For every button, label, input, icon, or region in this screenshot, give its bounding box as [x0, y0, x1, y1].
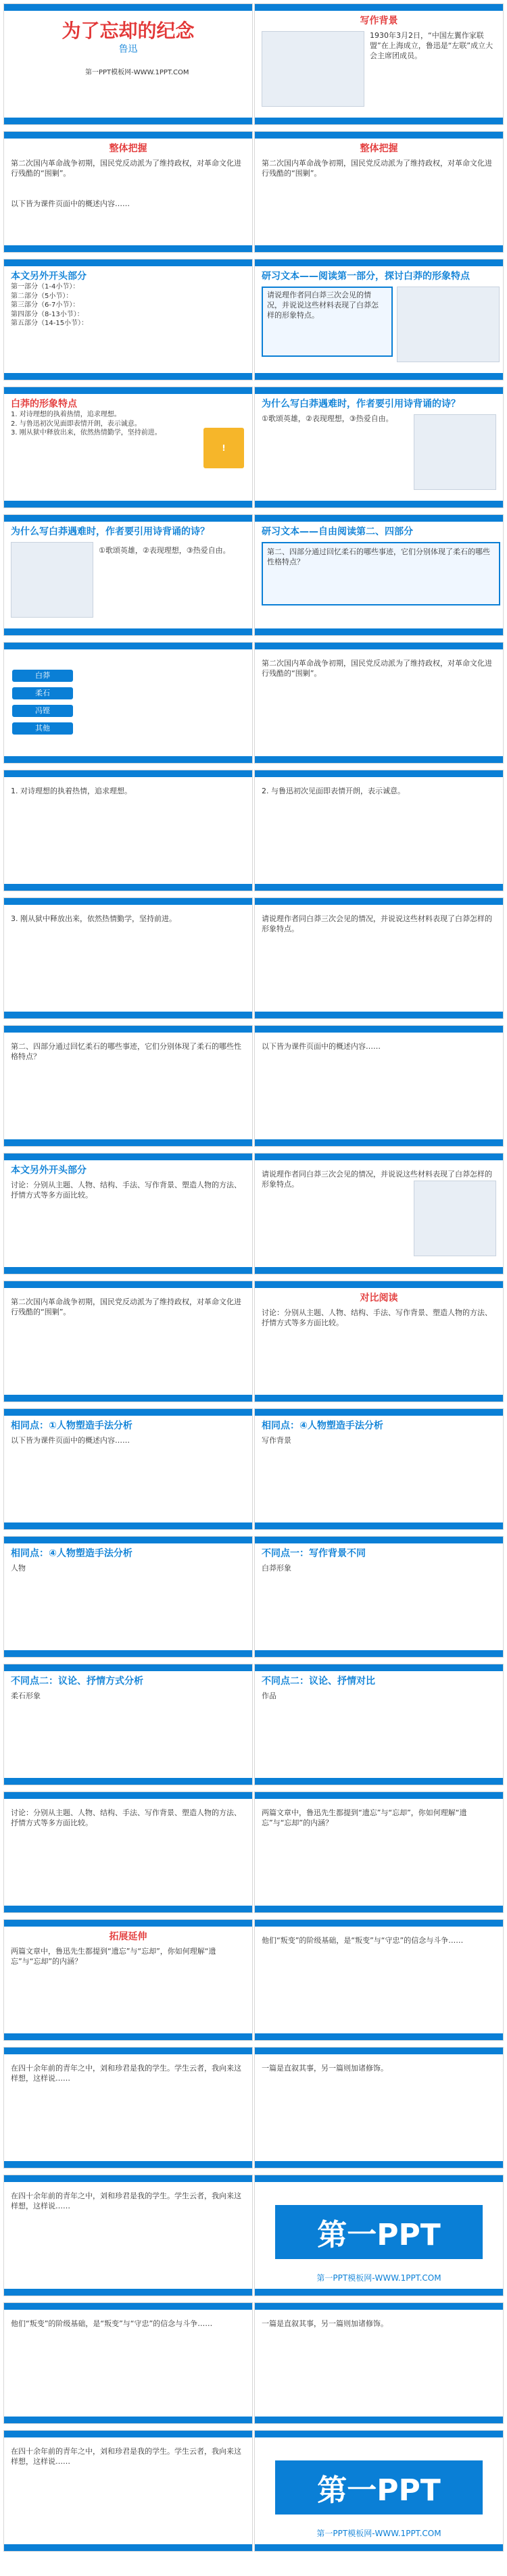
note-text: ①歌颂英雄，②表现理想，③热爱自由。	[99, 546, 231, 555]
top-bar	[4, 132, 252, 139]
brand-logo: 第一PPT	[275, 2460, 483, 2515]
top-bar	[4, 2048, 252, 2054]
section-heading: 相同点：①人物塑造手法分析	[11, 1420, 132, 1431]
top-bar	[255, 1026, 503, 1033]
brand-logo: 第一PPT	[275, 2205, 483, 2259]
slide-25[interactable]	[3, 1536, 253, 1658]
slide-text: 一篇是直叙其事，另一篇则加诸修饰。	[262, 2319, 388, 2328]
top-bar	[255, 2431, 503, 2437]
portrait-placeholder	[262, 31, 364, 107]
top-bar	[4, 770, 252, 777]
slide-33[interactable]	[3, 2047, 253, 2169]
slide-text: 柔石形象	[11, 1691, 41, 1700]
section-heading: 不同点二：议论、抒情方式分析	[11, 1676, 143, 1687]
analysis-item: 第四部分（8-13小节）：	[11, 310, 84, 318]
bottom-bar	[4, 2033, 252, 2040]
slide-text: 以下皆为课件页面中的概述内容……	[262, 1042, 381, 1051]
section-heading: 整体把握	[109, 143, 147, 154]
bottom-bar	[4, 1139, 252, 1146]
top-bar	[255, 898, 503, 905]
top-bar	[255, 1154, 503, 1160]
top-bar	[255, 643, 503, 649]
bottom-bar	[4, 501, 252, 507]
slide-37[interactable]	[3, 2302, 253, 2424]
slide-text: 第二次国内革命战争初期，国民党反动派为了维持政权，对革命文化进行残酷的“围剿”。	[262, 659, 492, 678]
top-bar	[255, 2048, 503, 2054]
slide-15[interactable]	[3, 897, 253, 1019]
overview-text: 第二次国内革命战争初期，国民党反动派为了维持政权，对革命文化进行残酷的“围剿”。	[262, 159, 492, 178]
bottom-bar	[4, 1012, 252, 1018]
slide-text: 讨论：分别从主题、人物、结构、手法、写作背景、塑造人物的方法、抒情方式等多方面比较。	[11, 1181, 241, 1199]
slide-text: 白莽形象	[262, 1564, 291, 1572]
site-watermark: 第一PPT模板网-WWW.1PPT.COM	[316, 2273, 441, 2283]
top-bar	[255, 770, 503, 777]
bottom-bar	[255, 2289, 503, 2296]
section-heading: 本文另外开头部分	[11, 1165, 87, 1176]
bottom-bar	[255, 1522, 503, 1529]
slide-text: 他们“叛变”的阶级基础，是“叛变”与“守忠”的信念与斗争……	[262, 1936, 464, 1945]
top-bar	[255, 4, 503, 11]
bottom-bar	[4, 1778, 252, 1785]
portrait-placeholder	[397, 287, 500, 362]
analysis-item: 第二部分（5小节）：	[11, 292, 73, 300]
bottom-bar	[4, 1395, 252, 1402]
slide-text: 以下皆为课件页面中的概述内容……	[11, 1436, 130, 1445]
top-bar	[255, 132, 503, 139]
bottom-bar	[255, 501, 503, 507]
bottom-bar	[4, 2544, 252, 2551]
slide-text: 请说理作者同白莽三次会见的情况，并说说这些材料表现了白莽怎样的形象特点。	[262, 1170, 492, 1189]
top-bar	[255, 2303, 503, 2310]
slide-19[interactable]	[3, 1153, 253, 1274]
section-heading: 整体把握	[360, 143, 398, 154]
top-bar	[255, 387, 503, 394]
section-heading: 本文另外开头部分	[11, 271, 87, 282]
highlight-button[interactable]: !	[203, 428, 244, 468]
bottom-bar	[4, 1906, 252, 1912]
slide-text: 在四十余年前的青年之中，刘和珍君是我的学生。学生云者，我向来这样想，这样说……	[11, 2191, 241, 2210]
slide-11[interactable]	[3, 642, 253, 764]
top-bar	[4, 2175, 252, 2182]
analysis-item: 第五部分（14-15小节）：	[11, 320, 89, 327]
slide-23[interactable]	[3, 1408, 253, 1530]
bottom-bar	[4, 1522, 252, 1529]
point-item: 2. 与鲁迅初次见面即表情开朗，表示诚意。	[11, 420, 141, 428]
bottom-bar	[255, 884, 503, 891]
slide-36[interactable]	[254, 2175, 504, 2296]
section-heading: 相同点：④人物塑造手法分析	[262, 1420, 383, 1431]
slide-text: 作品	[262, 1691, 276, 1700]
top-bar	[4, 4, 252, 11]
slide-32[interactable]	[254, 1919, 504, 2041]
top-bar	[4, 2303, 252, 2310]
tag: 柔石	[12, 687, 73, 699]
bottom-bar	[4, 1267, 252, 1274]
slide-39[interactable]	[3, 2430, 253, 2552]
slide-text: 3. 刚从狱中释放出来，依然热情勤学，坚持前进。	[11, 914, 176, 923]
top-bar	[255, 515, 503, 522]
bottom-bar	[255, 373, 503, 380]
bottom-bar	[4, 756, 252, 763]
point-item: 3. 刚从狱中释放出来，依然热情勤学，坚持前进。	[11, 429, 162, 437]
bottom-bar	[255, 118, 503, 124]
slide-3[interactable]	[3, 131, 253, 253]
slide-text: 第二次国内革命战争初期，国民党反动派为了维持政权，对革命文化进行残酷的“围剿”。	[11, 1297, 241, 1316]
section-heading: 不同点二：议论、抒情对比	[262, 1676, 375, 1687]
slide-text: 在四十余年前的青年之中，刘和珍君是我的学生。学生云者，我向来这样想，这样说……	[11, 2447, 241, 2466]
prompt-text: 第二、四部分通过回忆柔石的哪些事迹，它们分别体现了柔石的哪些性格特点？	[267, 547, 490, 566]
bottom-bar	[4, 2289, 252, 2296]
extension-text: 两篇文章中，鲁迅先生都提到“遗忘”与“忘却”，你如何理解“遗忘”与“忘却”的内涵？	[11, 1947, 216, 1966]
top-bar	[255, 259, 503, 266]
slide-text: 两篇文章中，鲁迅先生都提到“遗忘”与“忘却”，你如何理解“遗忘”与“忘却”的内涵？	[262, 1808, 467, 1827]
slide-12[interactable]	[254, 642, 504, 764]
slide-4[interactable]	[254, 131, 504, 253]
top-bar	[255, 1281, 503, 1288]
section-heading: 白莽的形象特点	[11, 399, 77, 410]
slide-20[interactable]	[254, 1153, 504, 1274]
slide-text: 2. 与鲁迅初次见面即表情开朗，表示诚意。	[262, 787, 405, 795]
image-placeholder	[414, 1181, 496, 1256]
image-placeholder	[414, 414, 496, 490]
site-text: 第一PPT模板网-WWW.1PPT.COM	[85, 69, 189, 76]
slide-2[interactable]	[254, 3, 504, 125]
site-watermark: 第一PPT模板网-WWW.1PPT.COM	[316, 2529, 441, 2538]
top-bar	[4, 259, 252, 266]
slide-10[interactable]	[254, 514, 504, 636]
slide-16[interactable]	[254, 897, 504, 1019]
slide-text: 他们“叛变”的阶级基础，是“叛变”与“守忠”的信念与斗争……	[11, 2319, 213, 2328]
slide-text: 讨论：分别从主题、人物、结构、手法、写作背景、塑造人物的方法、抒情方式等多方面比较。	[11, 1808, 241, 1827]
tag: 白莽	[12, 670, 73, 682]
slide-1[interactable]	[3, 3, 253, 125]
section-heading: 不同点一：写作背景不同	[262, 1548, 366, 1559]
bottom-bar	[4, 2161, 252, 2168]
slide-14[interactable]	[254, 770, 504, 891]
slide-6[interactable]	[254, 259, 504, 380]
top-bar	[255, 1920, 503, 1927]
slide-35[interactable]	[3, 2175, 253, 2296]
slide-text: 第二、四部分通过回忆柔石的哪些事迹，它们分别体现了柔石的哪些性格特点？	[11, 1042, 241, 1061]
tag: 其他	[12, 722, 73, 735]
top-bar	[4, 1026, 252, 1033]
slide-text: 1. 对诗理想的执着热情，追求理想。	[11, 787, 132, 795]
tag: 冯铿	[12, 705, 73, 717]
section-heading: 相同点：④人物塑造手法分析	[11, 1548, 132, 1559]
top-bar	[255, 1792, 503, 1799]
top-bar	[4, 515, 252, 522]
bottom-bar	[255, 628, 503, 635]
slide-text: 在四十余年前的青年之中，刘和珍君是我的学生。学生云者，我向来这样想，这样说……	[11, 2064, 241, 2083]
top-bar	[255, 2175, 503, 2182]
top-bar	[4, 643, 252, 649]
top-bar	[4, 1537, 252, 1543]
top-bar	[4, 387, 252, 394]
prompt-text: 请说理作者同白莽三次会见的情况，并说说这些材料表现了白莽怎样的形象特点。	[267, 291, 379, 320]
bottom-bar	[255, 2161, 503, 2168]
bottom-bar	[255, 2033, 503, 2040]
slide-29[interactable]	[3, 1791, 253, 1913]
bg-text: 1930年3月2日，“中国左翼作家联盟”在上海成立，鲁迅是“左联”成立大会主席团成员。	[370, 31, 493, 60]
section-heading: 对比阅读	[360, 1293, 398, 1304]
bottom-bar	[4, 884, 252, 891]
bottom-bar	[4, 628, 252, 635]
top-bar	[4, 1920, 252, 1927]
slide-26[interactable]	[254, 1536, 504, 1658]
overview-quote: 以下皆为课件页面中的概述内容……	[11, 199, 130, 208]
bottom-bar	[4, 373, 252, 380]
overview-text: 第二次国内革命战争初期，国民党反动派为了维持政权，对革命文化进行残酷的“围剿”。	[11, 159, 241, 178]
top-bar	[4, 1792, 252, 1799]
top-bar	[4, 1281, 252, 1288]
image-placeholder	[11, 542, 93, 618]
slide-38[interactable]	[254, 2302, 504, 2424]
top-bar	[4, 1154, 252, 1160]
bottom-bar	[255, 245, 503, 252]
analysis-item: 第一部分（1-4小节）：	[11, 283, 80, 291]
slide-13[interactable]	[3, 770, 253, 891]
top-bar	[255, 1664, 503, 1671]
analysis-list	[11, 282, 245, 328]
slide-9[interactable]	[3, 514, 253, 636]
slide-30[interactable]	[254, 1791, 504, 1913]
section-heading: 拓展延伸	[109, 1931, 147, 1942]
point-item: 1. 对诗理想的执着热情，追求理想。	[11, 411, 121, 418]
top-bar	[4, 898, 252, 905]
slide-18[interactable]	[254, 1025, 504, 1147]
slide-subtitle: 鲁迅	[118, 44, 138, 55]
contrast-text: 讨论：分别从主题、人物、结构、手法、写作背景、塑造人物的方法、抒情方式等多方面比较。	[262, 1308, 492, 1327]
slide-5[interactable]	[3, 259, 253, 380]
slide-27[interactable]	[3, 1664, 253, 1785]
slide-7[interactable]	[3, 387, 253, 508]
section-heading: 研习文本——阅读第一部分，探讨白莽的形象特点	[262, 271, 470, 282]
slide-21[interactable]	[3, 1281, 253, 1402]
bottom-bar	[255, 1395, 503, 1402]
top-bar	[255, 1409, 503, 1416]
slide-31[interactable]	[3, 1919, 253, 2041]
bottom-bar	[255, 1012, 503, 1018]
bottom-bar	[4, 118, 252, 124]
red-note-text: ①歌颂英雄，②表现理想，③热爱自由。	[262, 414, 393, 423]
section-heading: 研习文本——自由阅读第二、四部分	[262, 526, 413, 537]
slide-title: 为了忘却的纪念	[62, 20, 195, 42]
slide-22[interactable]	[254, 1281, 504, 1402]
section-heading: 为什么写白莽遇难时，作者要引用诗背诵的诗？	[262, 399, 460, 410]
top-bar	[4, 1409, 252, 1416]
bottom-bar	[4, 245, 252, 252]
bottom-bar	[255, 1139, 503, 1146]
bottom-bar	[255, 1650, 503, 1657]
slide-8[interactable]	[254, 387, 504, 508]
section-heading: 为什么写白莽遇难时，作者要引用诗背诵的诗？	[11, 526, 210, 537]
section-heading: 写作背景	[360, 16, 398, 26]
top-bar	[4, 2431, 252, 2437]
slide-text: 一篇是直叙其事，另一篇则加诸修饰。	[262, 2064, 388, 2073]
bottom-bar	[4, 1650, 252, 1657]
slide-40[interactable]	[254, 2430, 504, 2552]
top-bar	[255, 1537, 503, 1543]
slide-text: 人物	[11, 1564, 26, 1572]
slide-28[interactable]	[254, 1664, 504, 1785]
bottom-bar	[255, 1267, 503, 1274]
slide-text: 请说理作者同白莽三次会见的情况，并说说这些材料表现了白莽怎样的形象特点。	[262, 914, 492, 933]
bottom-bar	[255, 1906, 503, 1912]
bottom-bar	[255, 756, 503, 763]
bottom-bar	[4, 2417, 252, 2423]
analysis-item: 第三部分（6-7小节）：	[11, 301, 80, 309]
slide-34[interactable]	[254, 2047, 504, 2169]
bottom-bar	[255, 1778, 503, 1785]
slide-text: 写作背景	[262, 1436, 291, 1445]
slide-24[interactable]	[254, 1408, 504, 1530]
top-bar	[4, 1664, 252, 1671]
slide-17[interactable]	[3, 1025, 253, 1147]
bottom-bar	[255, 2417, 503, 2423]
bottom-bar	[255, 2544, 503, 2551]
